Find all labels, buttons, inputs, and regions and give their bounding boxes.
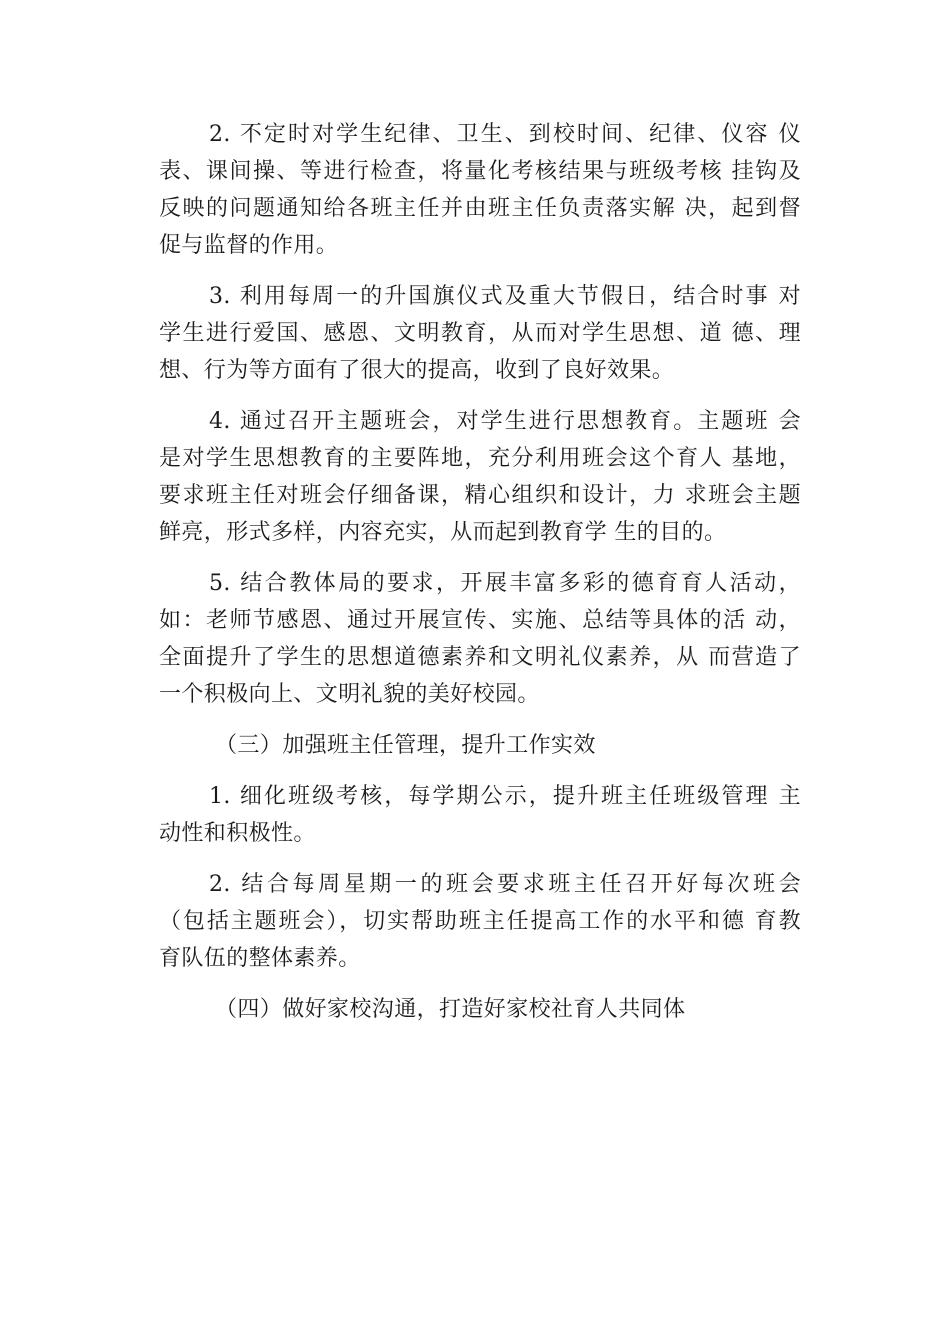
text-line: 一个积极向上、文明礼貌的美好校园。 [159, 682, 540, 707]
paragraph-item-4 [159, 403, 801, 551]
section-heading-3: （三）加强班主任管理，提升工作实效 [215, 733, 596, 758]
paragraph-item-2b [159, 866, 801, 977]
text-line: 鲜亮，形式多样，内容充实，从而起到教育学 生的目的。 [159, 520, 727, 545]
text-line: 全面提升了学生的思想道德素养和文明礼仪素养，从 而营造了 [159, 645, 801, 670]
text-line: 想、行为等方面有了很大的提高，收到了良好效果。 [159, 358, 675, 383]
text-line: 表、课间操、等进行检查，将量化考核结果与班级考核 挂钩及 [159, 159, 801, 184]
text-line: 2. 结合每周星期一的班会要求班主任召开好每次班会 [209, 872, 801, 897]
text-line: 育队伍的整体素养。 [159, 946, 361, 971]
paragraph-item-3 [159, 278, 801, 389]
text-line: 4. 通过召开主题班会，对学生进行思想教育。主题班 会 [209, 409, 801, 434]
text-line: 学生进行爱国、感恩、文明教育，从而对学生思想、道 德、理 [159, 321, 801, 346]
paragraph-item-2 [159, 116, 801, 264]
text-line: 2. 不定时对学生纪律、卫生、到校时间、纪律、仪容 仪 [209, 122, 801, 147]
text-line: 如：老师节感恩、通过开展宣传、实施、总结等具体的活 动， [159, 608, 801, 633]
text-line: 反映的问题通知给各班主任并由班主任负责落实解 决，起到督 [159, 196, 801, 221]
paragraph-item-1b [159, 778, 801, 852]
text-line: 动性和积极性。 [159, 821, 316, 846]
text-line: 3. 利用每周一的升国旗仪式及重大节假日，结合时事 对 [209, 284, 801, 309]
text-line: 5. 结合教体局的要求，开展丰富多彩的德育育人活动， [209, 571, 801, 596]
text-line: 1. 细化班级考核，每学期公示，提升班主任班级管理 主 [209, 784, 801, 809]
document-body [159, 116, 801, 1042]
paragraph-item-5 [159, 565, 801, 713]
text-line: 是对学生思想教育的主要阵地，充分利用班会这个育人 基地， [159, 446, 801, 471]
section-heading-4: （四）做好家校沟通，打造好家校社育人共同体 [215, 997, 686, 1022]
text-line: 要求班主任对班会仔细备课，精心组织和设计，力 求班会主题 [159, 483, 801, 508]
text-line: 促与监督的作用。 [159, 233, 339, 258]
text-line: （包括主题班会），切实帮助班主任提高工作的水平和德 育教 [159, 909, 801, 934]
